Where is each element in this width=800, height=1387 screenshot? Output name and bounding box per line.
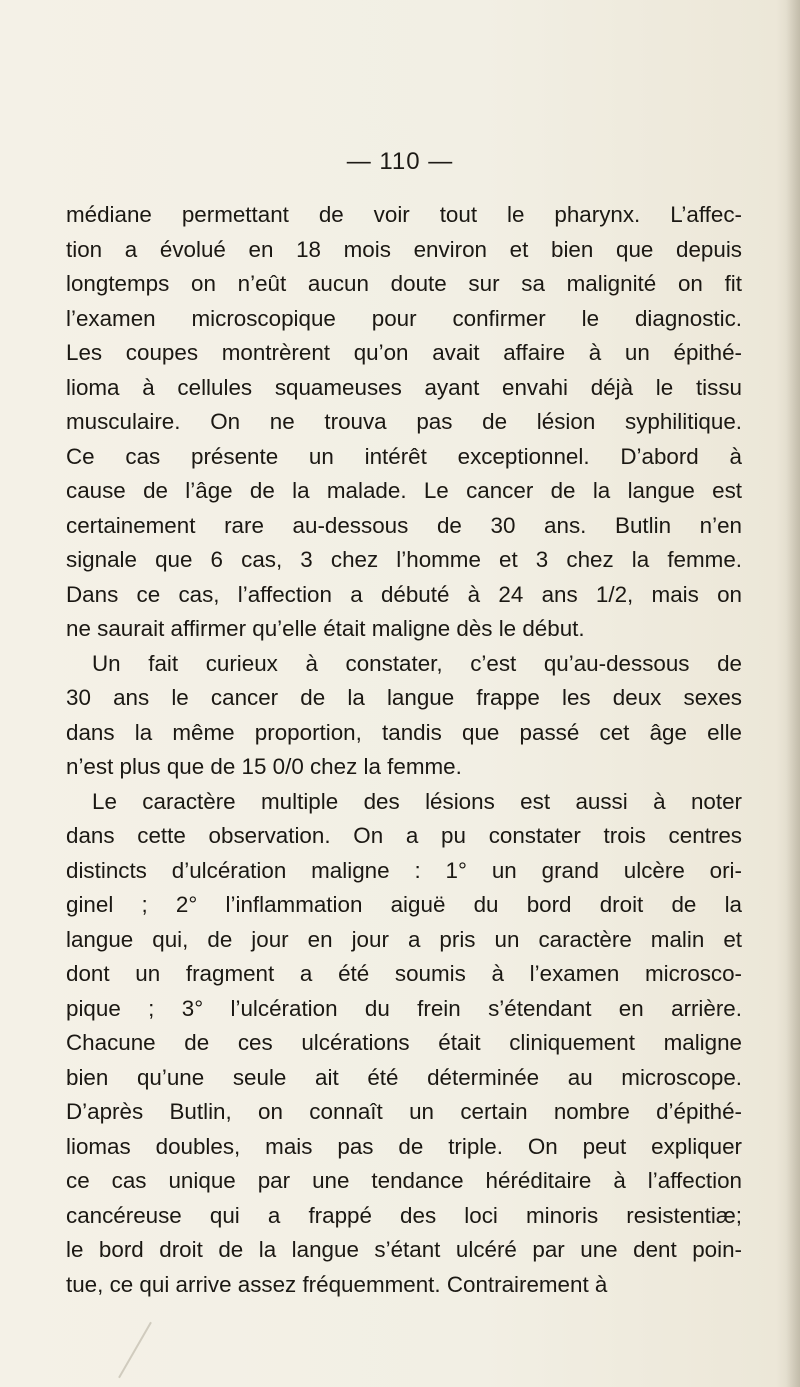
- body-text: [66, 198, 742, 1302]
- text-line: le bord droit de la langue s’étant ulcéré par une dent poin-: [66, 1237, 742, 1262]
- text-line: médiane permettant de voir tout le pharynx. L’affec-: [66, 202, 742, 227]
- text-line: dans la même proportion, tandis que passé cet âge elle: [66, 719, 742, 745]
- text-line: bien qu’une seule ait été déterminée au microscope.: [66, 1064, 742, 1090]
- text-line: Un fait curieux à constater, c’est qu’au-dessous de: [92, 650, 742, 676]
- text-line: dans cette observation. On a pu constater trois centres: [66, 823, 742, 848]
- text-line: certainement rare au-dessous de 30 ans. Butlin n’en: [66, 512, 742, 538]
- page-edge-shadow: [786, 0, 800, 1387]
- text-line: lioma à cellules squameuses ayant envahi déjà le tissu: [66, 374, 742, 400]
- text-line: pique ; 3° l’ulcération du frein s’étendant en arrière.: [66, 995, 742, 1021]
- text-line: liomas doubles, mais pas de triple. On peut expliquer: [66, 1133, 742, 1159]
- text-line: Ce cas présente un intérêt exceptionnel. D’abord à: [66, 443, 742, 469]
- text-line: cause de l’âge de la malade. Le cancer de la langue est: [66, 478, 742, 503]
- text-line: ginel ; 2° l’inflammation aiguë du bord droit de la: [66, 892, 742, 917]
- text-line: D’après Butlin, on connaît un certain nombre d’épithé-: [66, 1099, 742, 1124]
- text-line: musculaire. On ne trouva pas de lésion syphilitique.: [66, 409, 742, 434]
- text-line: n’est plus que de 15 0/0 chez la femme.: [66, 754, 462, 779]
- text-line: Le caractère multiple des lésions est aussi à noter: [92, 788, 742, 814]
- text-line: l’examen microscopique pour confirmer le diagnostic.: [66, 305, 742, 331]
- text-line: ce cas unique par une tendance héréditaire à l’affection: [66, 1168, 742, 1193]
- text-line: Les coupes montrèrent qu’on avait affaire à un épithé-: [66, 340, 742, 365]
- text-line: Chacune de ces ulcérations était cliniquement maligne: [66, 1030, 742, 1055]
- text-line: Dans ce cas, l’affection a débuté à 24 ans 1/2, mais on: [66, 581, 742, 607]
- stray-pencil-mark: [118, 1322, 152, 1378]
- text-line: dont un fragment a été soumis à l’examen microsco-: [66, 961, 742, 986]
- text-line: tion a évolué en 18 mois environ et bien que depuis: [66, 236, 742, 262]
- text-line: tue, ce qui arrive assez fréquemment. Contrairement à: [66, 1271, 608, 1297]
- text-line: distincts d’ulcération maligne : 1° un grand ulcère ori-: [66, 857, 742, 883]
- text-line: 30 ans le cancer de la langue frappe les deux sexes: [66, 685, 742, 710]
- text-line: ne saurait affirmer qu’elle était maligne dès le début.: [66, 616, 585, 641]
- text-line: cancéreuse qui a frappé des loci minoris resistentiæ;: [66, 1202, 742, 1228]
- text-line: langue qui, de jour en jour a pris un caractère malin et: [66, 926, 742, 952]
- text-line: signale que 6 cas, 3 chez l’homme et 3 chez la femme.: [66, 547, 742, 572]
- page-number: — 110 —: [346, 148, 454, 175]
- text-line: longtemps on n’eût aucun doute sur sa malignité on fit: [66, 271, 742, 296]
